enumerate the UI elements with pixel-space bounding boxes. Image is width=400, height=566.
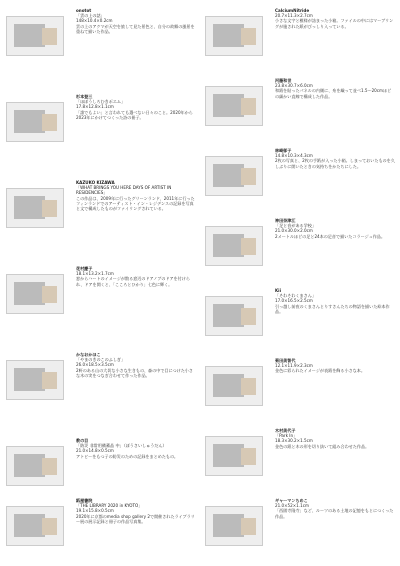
artwork-title: 「WHAT BRINGS YOU HERE DAYS OF ARTIST IN RESIDENCIES」 — [76, 185, 172, 196]
artwork-thumbnail — [6, 446, 64, 486]
artwork-title: 「雲の上の話」 — [76, 13, 105, 19]
artwork-thumbnail — [6, 360, 64, 400]
artist-name: 林崎郁子 — [275, 148, 292, 153]
artist-name: onotot — [76, 8, 92, 13]
artist-name: CalciumNitride — [275, 8, 310, 13]
entry-text — [275, 358, 395, 374]
artist-name: 花村慶子 — [76, 266, 93, 271]
artwork-description: 和紙を貼ったパネルの内側に、糸を織って並べ1.5～20cmほどの細かい直線で構成した作品。 — [275, 88, 392, 99]
artwork-description: アトピーをもつ子の防災のための記録をまとめたもの。 — [76, 453, 179, 459]
artwork-description: 「西園寺隆寺」など、ルーツのある土地の記憶をもとにつくった作品。 — [275, 508, 394, 519]
entry-text — [76, 8, 196, 34]
artwork-dimensions: 21.0×14.8×0.5cm — [76, 448, 114, 454]
artwork-thumbnail — [205, 86, 263, 126]
artwork-thumbnail — [205, 366, 263, 406]
right-column — [205, 8, 395, 560]
artwork-thumbnail — [205, 506, 263, 546]
artwork-dimensions: 23.8×30.7×6.0cm — [275, 83, 313, 89]
artwork-thumbnail — [205, 296, 263, 336]
artist-name: Kii — [275, 288, 281, 293]
entry-text — [275, 148, 395, 169]
artwork-description: 2メートルほどの足と24本の足音で描いたコラージュ作品。 — [275, 233, 385, 239]
artwork-description: 2枚の写真と、2枚の手紙が入った小箱。しまっておいたものを久しぶりに開いたときの気持ちをかたちにした。 — [275, 158, 395, 169]
artist-name: 神田奈津江 — [275, 218, 296, 223]
artwork-dimensions: 17.0×16.5×2.5cm — [275, 298, 313, 304]
artwork-description: 「誰でもよい」と言われても選べない日々のこと。2020年から2023年にかけてつくった詩の冊子。 — [76, 109, 193, 120]
artwork-thumbnail — [6, 274, 64, 314]
entry-text — [275, 8, 395, 29]
entry-text — [275, 288, 395, 314]
artwork-dimensions: 20.7×11.3×2.7cm — [275, 13, 313, 19]
artwork-dimensions: 12.1×11.9×2.3cm — [275, 363, 313, 369]
artwork-dimensions: 18.3×30.2×1.5cm — [275, 438, 313, 444]
artist-name: KAZUKO KIZAWA — [76, 180, 115, 185]
entry-text — [76, 438, 196, 459]
artwork-title: 「そわそわくまさん」 — [275, 293, 316, 299]
artwork-dimensions: 18.1×13.2×1.7cm — [76, 271, 114, 277]
artist-name: 教の目 — [76, 438, 89, 443]
artwork-title: 「THE LIBRARY 2020 in KYOTO」 — [76, 503, 143, 509]
artwork-description: 2軒のある山の大切な小さな生きもの、森の中で目につけた小さな木の実をつなぎ合わせて作った作品。 — [76, 367, 193, 378]
artwork-description: この作品は、2009年に行ったグリーンランド、2011年に行ったフィンランドでのアーティスト・イン・レジデンスの記録を写真と文で構成したものがファイリングされている。 — [76, 195, 195, 212]
artist-name: 菊田美智代 — [275, 358, 296, 363]
entry-text — [275, 78, 395, 99]
artwork-thumbnail — [6, 102, 64, 142]
artist-name: 河藤和世 — [275, 78, 292, 83]
entry-text — [76, 498, 196, 524]
artwork-description: 金色の紙と木の形を切り抜いて組み合わせた作品。 — [275, 443, 370, 449]
artwork-description: 2020年に京都のmedia shop gallery 2で開催されたライブラリー展の展示記録と冊子の作品写真集。 — [76, 513, 195, 524]
artist-name: 紙屋書院 — [76, 498, 93, 503]
artwork-thumbnail — [205, 156, 263, 196]
entry-text — [275, 428, 395, 449]
artwork-description: 引っ越し前夜のくまさんとりすさんたちの物語を描いた絵本作品。 — [275, 303, 390, 314]
artist-name: 杉本登三 — [76, 94, 93, 99]
artwork-title: 「ほぼうしろむきポエム」 — [76, 99, 126, 105]
artwork-description: 金色に彩られたイメージが表紙を飾る小さな本。 — [275, 368, 365, 374]
artwork-thumbnail — [6, 188, 64, 228]
artwork-thumbnail — [205, 436, 263, 476]
left-column — [6, 8, 196, 560]
artwork-title: 「足と音がある学校」 — [275, 223, 316, 229]
entry-text — [275, 498, 395, 519]
entry-text — [275, 218, 395, 239]
artwork-dimensions: 148×10.4×0.2cm — [76, 18, 113, 24]
artwork-description: 小さな文字と模様が詰まった小箱。ファイルの中にはマーブリングが施された紙がびっしり入っている。 — [275, 18, 394, 29]
artwork-title: 「やまのきのこのふしぎ」 — [76, 357, 126, 363]
artwork-dimensions: 21.0×52×1.1cm — [275, 503, 309, 509]
artwork-description: 窓からハートのイメージが散る窓辺のドアノブのドアを付けられ、ドアを開くと、「こころとひかり」七色に輝く。 — [76, 276, 190, 287]
artwork-thumbnail — [205, 226, 263, 266]
artwork-dimensions: 14.8×10.3×4.3cm — [275, 153, 313, 159]
artwork-title: 「Park In」 — [275, 433, 298, 439]
artist-name: かなおかほこ — [76, 352, 101, 357]
artwork-dimensions: 21.0×30.0×2.0cm — [275, 228, 313, 234]
artwork-description: 雲の上のアクマが天空を旅して見た景色と、自分の故郷の風景を重ねて描いた作品。 — [76, 23, 195, 34]
entry-text — [76, 352, 196, 378]
artist-name: 木村美代子 — [275, 428, 296, 433]
entry-text — [76, 266, 196, 287]
artwork-dimensions: 19.1×15.8×0.5cm — [76, 508, 114, 514]
artwork-thumbnail — [205, 16, 263, 56]
entry-text — [76, 180, 196, 211]
entry-text — [76, 94, 196, 120]
artwork-dimensions: 26.0×18.5×3.5cm — [76, 362, 114, 368]
artwork-title: 「防災 非常用備蓄品 中」（ぼうさいしゅうだん） — [76, 443, 167, 449]
artwork-thumbnail — [6, 16, 64, 56]
artist-name: ギャーマンちめこ — [275, 498, 308, 503]
artwork-dimensions: 17.8×12.8×1.1cm — [76, 104, 114, 110]
artwork-thumbnail — [6, 506, 64, 546]
